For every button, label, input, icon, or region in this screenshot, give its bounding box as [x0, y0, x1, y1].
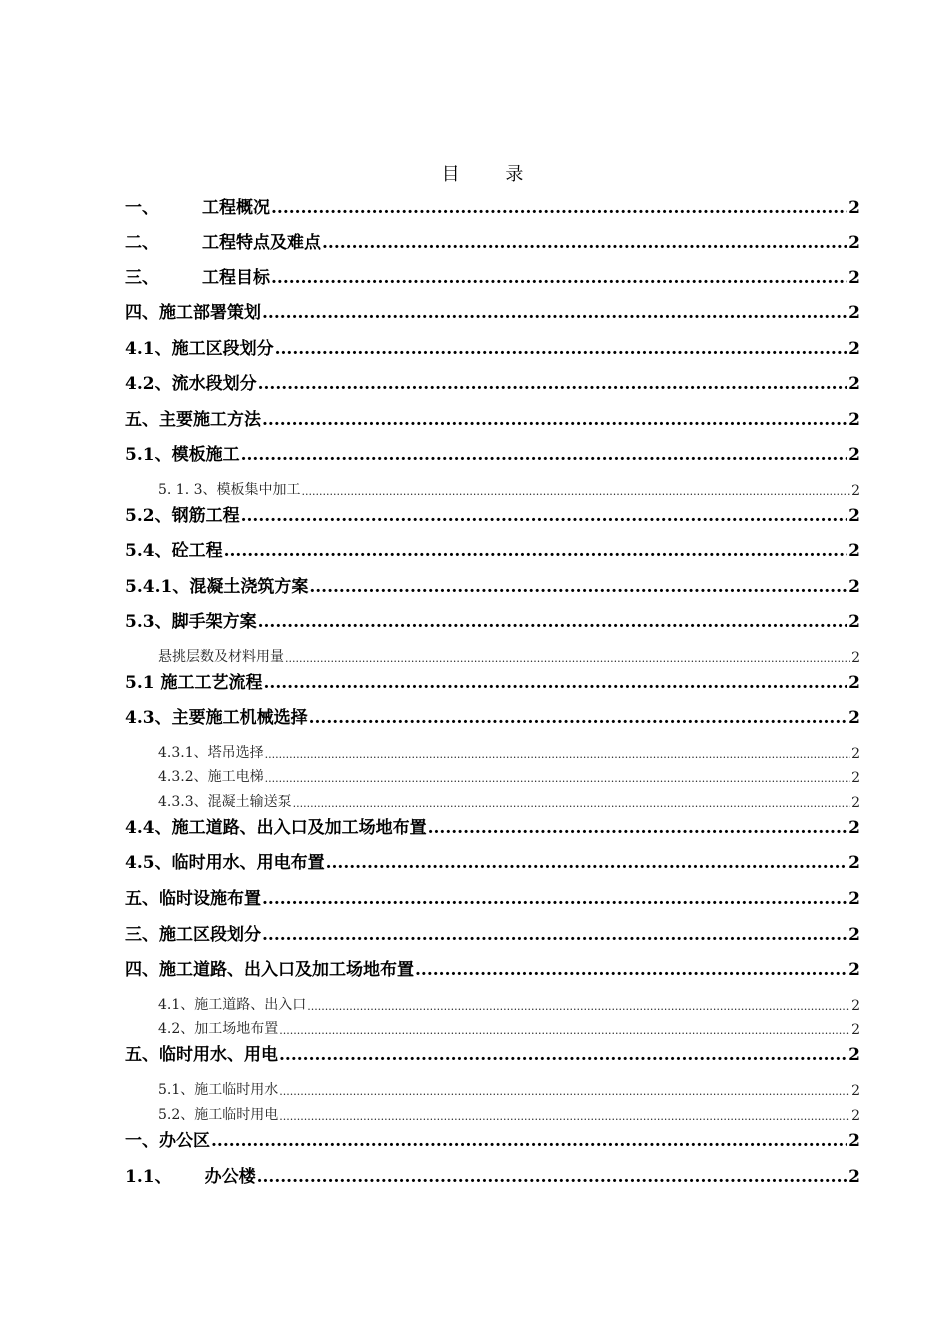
toc-entry-label [125, 791, 292, 811]
dot-leader [264, 673, 848, 693]
toc-entry[interactable] [125, 299, 860, 323]
toc-entry-text: 5.3、脚手架方案 [125, 612, 257, 632]
toc-entry-text: 4.3、主要施工机械选择 [125, 708, 308, 728]
toc-page-number: 2 [851, 1022, 860, 1038]
toc-entry-text: 4.3.1、塔吊选择 [158, 745, 264, 761]
toc-entry-text: 4.2、流水段划分 [125, 374, 257, 394]
toc-page-number: 2 [848, 541, 860, 561]
dot-leader [326, 853, 848, 873]
toc-page-number: 2 [848, 612, 860, 632]
toc-entry-text: 三、施工区段划分 [125, 925, 261, 945]
toc-entry-label [125, 298, 261, 323]
toc-entry-label [125, 440, 240, 465]
dot-leader [262, 303, 847, 323]
toc-entry-number: 二、 [125, 233, 159, 253]
toc-entry[interactable] [125, 335, 860, 359]
toc-entry-text: 4.5、临时用水、用电布置 [125, 853, 325, 873]
toc-entry[interactable] [125, 956, 860, 980]
toc-entry[interactable] [125, 194, 860, 218]
toc-entry[interactable] [125, 608, 860, 632]
toc-entry-label [125, 646, 284, 666]
dot-leader [285, 650, 850, 666]
toc-entry-text: 5.1 施工工艺流程 [125, 673, 263, 693]
toc-page-number: 2 [848, 1167, 860, 1187]
dot-leader [265, 746, 850, 762]
dot-leader [271, 268, 847, 288]
dot-leader [271, 198, 847, 218]
toc-entry-text: 四、施工部署策划 [125, 303, 261, 323]
toc-page-number: 2 [851, 998, 860, 1014]
dot-leader [258, 374, 848, 394]
dot-leader [275, 339, 848, 359]
toc-page-number: 2 [851, 746, 860, 762]
dot-leader [279, 1045, 847, 1065]
toc-entry-number: 一、 [125, 198, 159, 218]
toc-entry-label [125, 536, 223, 561]
toc-entry-label [125, 884, 261, 909]
toc-entry-label [125, 607, 257, 632]
toc-entry-text: 四、施工道路、出入口及加工场地布置 [125, 960, 414, 980]
toc-entry-label [125, 1079, 278, 1099]
toc-entry-text: 5.2、施工临时用电 [158, 1107, 279, 1123]
toc-page-number: 2 [848, 960, 860, 980]
toc-page-number: 2 [848, 853, 860, 873]
toc-entry[interactable] [125, 1081, 860, 1099]
toc-entry-label [125, 1126, 210, 1151]
toc-entry-label [125, 920, 261, 945]
toc-entry-text: 4.1、施工区段划分 [125, 339, 274, 359]
toc-entry-label [125, 955, 414, 980]
toc-entry-text: 悬挑层数及材料用量 [158, 649, 284, 665]
toc-entry-text: 一、办公区 [125, 1131, 210, 1151]
toc-entry-number: 三、 [125, 268, 159, 288]
toc-entry-label [125, 479, 301, 499]
toc-page-number: 2 [848, 198, 860, 218]
toc-page-number: 2 [848, 303, 860, 323]
toc-entry-text: 5.1、施工临时用水 [158, 1082, 279, 1098]
toc-entry-text: 5.2、钢筋工程 [125, 506, 240, 526]
dot-leader [415, 960, 847, 980]
toc-entry-label [125, 766, 264, 786]
toc-page-number: 2 [851, 650, 860, 666]
toc-entry-label [125, 848, 325, 873]
toc-entry-label [125, 572, 308, 597]
dot-leader [307, 998, 850, 1014]
toc-page-number: 2 [848, 339, 860, 359]
toc-entry[interactable] [125, 996, 860, 1014]
toc-page-number: 2 [848, 889, 860, 909]
toc-entry-text: 4.4、施工道路、出入口及加工场地布置 [125, 818, 427, 838]
toc-entry-label [125, 742, 264, 762]
toc-entry-text: 4.3.3、混凝土输送泵 [158, 794, 292, 810]
toc-entry-label [125, 501, 240, 526]
toc-entry-label [125, 263, 270, 288]
toc-entry[interactable] [125, 406, 860, 430]
toc-entry-text: 工程特点及难点 [202, 233, 321, 253]
dot-leader [241, 506, 848, 526]
toc-entry-text: 办公楼 [204, 1167, 256, 1187]
toc-page-number: 2 [848, 577, 860, 597]
toc-entry-text: 五、临时用水、用电 [125, 1045, 278, 1065]
toc-entry[interactable] [125, 441, 860, 465]
toc-entry-text: 5.4、砼工程 [125, 541, 223, 561]
toc-entry-label [125, 703, 308, 728]
dot-leader [262, 925, 847, 945]
toc-page-number: 2 [851, 795, 860, 811]
toc-entry[interactable] [125, 502, 860, 526]
toc-entry[interactable] [125, 768, 860, 786]
toc-entry[interactable] [125, 885, 860, 909]
toc-entry-text: 5. 1. 3、模板集中加工 [158, 482, 301, 498]
toc-page-number: 2 [848, 818, 860, 838]
toc-entry-text: 4.3.2、施工电梯 [158, 769, 264, 785]
dot-leader [211, 1131, 847, 1151]
toc-entry[interactable] [125, 264, 860, 288]
toc-page-number: 2 [851, 770, 860, 786]
dot-leader [279, 1022, 850, 1038]
toc-page-number: 2 [848, 268, 860, 288]
dot-leader [241, 445, 848, 465]
dot-leader [257, 1167, 848, 1187]
toc-entry-text: 4.1、施工道路、出入口 [158, 997, 307, 1013]
toc-page-number: 2 [848, 506, 860, 526]
toc-entry-text: 五、主要施工方法 [125, 410, 261, 430]
toc-entry-label [125, 1104, 278, 1124]
dot-leader [309, 577, 847, 597]
dot-leader [309, 708, 848, 728]
toc-entry-label [125, 334, 274, 359]
toc-entry[interactable] [125, 1163, 860, 1187]
toc-entry-label [125, 369, 257, 394]
toc-entry[interactable] [125, 537, 860, 561]
toc-entry[interactable] [125, 1127, 860, 1151]
toc-page-number: 2 [848, 1131, 860, 1151]
dot-leader [258, 612, 848, 632]
toc-entry-text: 5.1、模板施工 [125, 445, 240, 465]
toc-entry[interactable] [125, 704, 860, 728]
dot-leader [279, 1083, 850, 1099]
toc-page-number: 2 [848, 1045, 860, 1065]
toc-entry-label [125, 1040, 278, 1065]
toc-entry-text: 5.4.1、混凝土浇筑方案 [125, 577, 309, 597]
toc-page-number: 2 [851, 483, 860, 499]
toc-entry[interactable] [125, 1106, 860, 1124]
dot-leader [262, 410, 847, 430]
dot-leader [302, 483, 851, 499]
toc-page-number: 2 [848, 374, 860, 394]
toc-entry-text: 工程目标 [202, 268, 270, 288]
dot-leader [224, 541, 848, 561]
toc-entry-label [125, 1018, 278, 1038]
toc-entry-text: 五、临时设施布置 [125, 889, 261, 909]
dot-leader [262, 889, 847, 909]
toc-entry-label [125, 813, 427, 838]
toc-page-number: 2 [848, 233, 860, 253]
toc-entry-label [125, 405, 261, 430]
toc-entry[interactable] [125, 744, 860, 762]
toc-page-number: 2 [848, 708, 860, 728]
dot-leader [428, 818, 848, 838]
toc-entry-number: 1.1、 [125, 1167, 172, 1187]
toc-page-number: 2 [848, 673, 860, 693]
toc-page-number: 2 [848, 410, 860, 430]
toc-entry[interactable] [125, 1041, 860, 1065]
toc-entry-label [125, 1162, 256, 1187]
toc-entry[interactable] [125, 370, 860, 394]
toc-page-number: 2 [851, 1108, 860, 1124]
toc-entry[interactable] [125, 849, 860, 873]
toc-entry[interactable] [125, 229, 860, 253]
toc-entry[interactable] [125, 793, 860, 811]
toc-entry-text: 工程概况 [202, 198, 270, 218]
toc-page-number: 2 [848, 445, 860, 465]
toc-title: 目 录 [441, 164, 544, 185]
toc-entry[interactable] [125, 1020, 860, 1038]
toc-entry-label [125, 994, 306, 1014]
toc-entry[interactable] [125, 481, 860, 499]
toc-entry[interactable] [125, 648, 860, 666]
toc-entry-label [125, 228, 321, 253]
toc-entry[interactable] [125, 669, 860, 693]
dot-leader [279, 1108, 850, 1124]
toc-page-number: 2 [848, 925, 860, 945]
dot-leader [265, 770, 850, 786]
toc-page-number: 2 [851, 1083, 860, 1099]
toc-entry-label [125, 668, 263, 693]
toc-entry[interactable] [125, 921, 860, 945]
toc-entry[interactable] [125, 573, 860, 597]
toc-entry[interactable] [125, 814, 860, 838]
dot-leader [322, 233, 847, 253]
toc-entry-text: 4.2、加工场地布置 [158, 1021, 279, 1037]
toc-entry-label [125, 193, 270, 218]
dot-leader [293, 795, 850, 811]
